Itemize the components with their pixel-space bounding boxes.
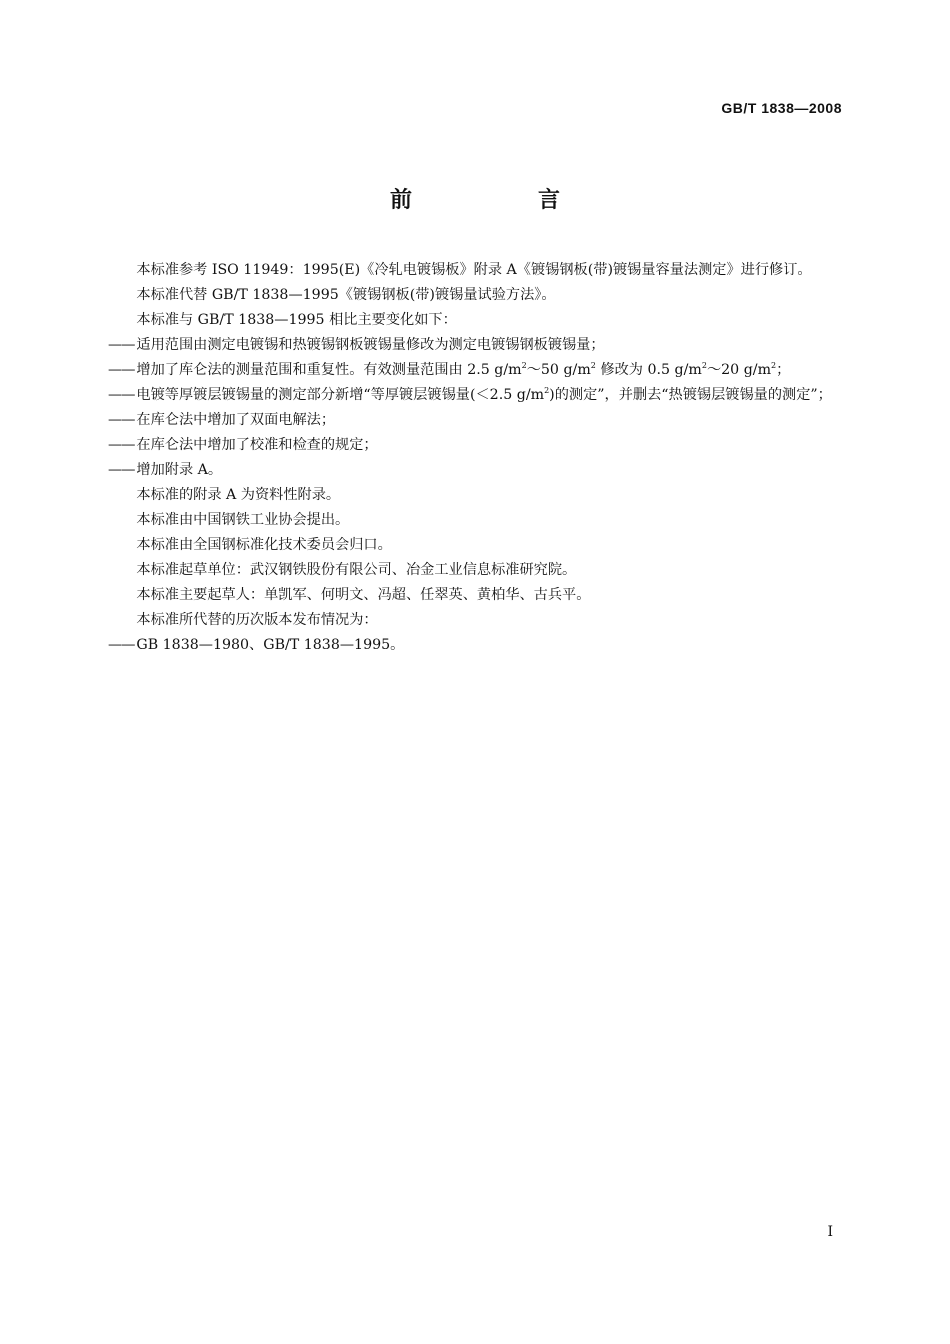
superscript: 2 bbox=[590, 361, 596, 370]
change-item-double-side bbox=[108, 408, 843, 433]
history-item bbox=[108, 633, 843, 658]
superscript: 2 bbox=[771, 361, 777, 370]
dash-mark: —— bbox=[108, 412, 135, 428]
superscript: 2 bbox=[701, 361, 707, 370]
page-title: 前 言 bbox=[389, 188, 612, 213]
change-item-text: )的测定”，并删去“热镀锡层镀锡量的测定”； bbox=[549, 387, 832, 403]
change-item-text: 增加了库仑法的测量范围和重复性。有效测量范围由 2.5 g/m bbox=[136, 362, 522, 378]
change-item-calibration bbox=[108, 433, 843, 458]
superscript: 2 bbox=[544, 386, 550, 395]
change-item-text: 适用范围由测定电镀锡和热镀锡钢板镀锡量修改为测定电镀锡钢板镀锡量； bbox=[136, 337, 605, 353]
change-item-text: 在库仑法中增加了双面电解法； bbox=[136, 412, 336, 428]
change-item-coulometric-range bbox=[108, 358, 843, 383]
dash-mark: —— bbox=[108, 362, 135, 378]
paragraph-history-intro: 本标准所代替的历次版本发布情况为： bbox=[136, 612, 378, 628]
change-item-text: 电镀等厚镀层镀锡量的测定部分新增“等厚镀层镀锡量(＜2.5 g/m bbox=[136, 387, 545, 403]
paragraph-centralized-by: 本标准由全国钢标准化技术委员会归口。 bbox=[136, 537, 392, 553]
dash-mark: —— bbox=[108, 462, 135, 478]
dash-mark: —— bbox=[108, 437, 135, 453]
change-item-text: ～20 g/m bbox=[706, 362, 772, 378]
history-item-text: GB 1838—1980、GB/T 1838—1995。 bbox=[136, 637, 405, 653]
paragraph-proposed-by: 本标准由中国钢铁工业协会提出。 bbox=[136, 512, 350, 528]
paragraph-drafters: 本标准主要起草人：单凯军、何明文、冯超、任翠英、黄柏华、古兵平。 bbox=[136, 587, 591, 603]
preface-body bbox=[108, 258, 843, 658]
change-item-text: 增加附录 A。 bbox=[136, 462, 223, 478]
superscript: 2 bbox=[521, 361, 527, 370]
paragraph-drafting-units: 本标准起草单位：武汉钢铁股份有限公司、冶金工业信息标准研究院。 bbox=[136, 562, 577, 578]
change-item-scope bbox=[108, 333, 843, 358]
dash-mark: —— bbox=[108, 387, 135, 403]
change-item-text: 在库仑法中增加了校准和检查的规定； bbox=[136, 437, 378, 453]
change-item-text: 修改为 0.5 g/m bbox=[595, 362, 702, 378]
paragraph-replaces: 本标准代替 GB/T 1838—1995《镀锡钢板(带)镀锡量试验方法》。 bbox=[136, 287, 556, 303]
paragraph-reference: 本标准参考 ISO 11949：1995(E)《冷轧电镀锡板》附录 A《镀锡钢板(带)镀锡量容量法测定》进行修订。 bbox=[136, 262, 812, 278]
dash-mark: —— bbox=[108, 337, 135, 353]
change-item-text: ～50 g/m bbox=[526, 362, 591, 378]
dash-mark: —— bbox=[108, 637, 135, 653]
paragraph-changes-intro: 本标准与 GB/T 1838—1995 相比主要变化如下： bbox=[136, 312, 457, 328]
change-item-equal-coating bbox=[108, 383, 843, 408]
change-item-text: ； bbox=[776, 362, 791, 378]
change-item-annex bbox=[108, 458, 843, 483]
standard-code: GB/T 1838—2008 bbox=[721, 100, 842, 116]
paragraph-annex: 本标准的附录 A 为资料性附录。 bbox=[136, 487, 341, 503]
page-number: I bbox=[827, 1224, 833, 1240]
